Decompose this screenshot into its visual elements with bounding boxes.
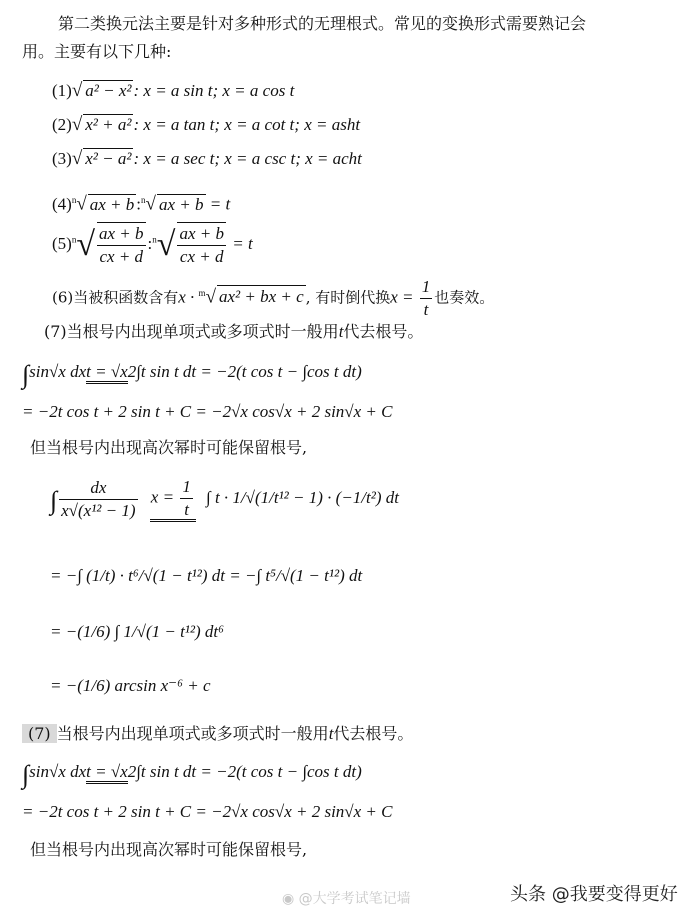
note-first: 但当根号内出现高次幂时可能保留根号, [30,438,308,457]
equation-2-second: = −2t cos t + 2 sin t + C = −2√x cos√x + 2 sin√x + C [22,802,393,821]
integral-main: ∫ $\frac{dx}{\text{x√(x¹² − 1)}}$ x = $\frac{1}{t}$ ∫ t · 1/√(1/t¹² − 1) · (−1/t²) dt [50,476,399,522]
item-6: (6)当被积函数含有x · $^m$√ ax² + bx + c , 有时倒代换x = $\frac{1}{t}$ 也奏效。 [52,277,495,319]
equation-1-second: ∫sin√x dxt = √x2∫t sin t dt = −2(t cos t − ∫cos t dt) [22,760,362,789]
intro-line-1: 第二类换元法主要是针对多种形式的无理根式。常见的变换形式需要熟记会 [58,14,587,33]
item-1: (1)√ a² − x² : x = a sin t; x = a cos t [52,80,295,101]
item-4: $(4)^n√$ ax + b :$^n$√ ax + b = t [52,193,231,215]
integral-step-2: = −∫ (1/t) · t⁶/√(1 − t¹²) dt = −∫ t⁵/√(1 − t¹²) dt [50,566,363,585]
weibo-icon: ◉ [282,891,299,907]
integral-step-3: = −(1/6) ∫ 1/√(1 − t¹²) dt⁶ [50,622,225,641]
note-second: 但当根号内出现高次幂时可能保留根号, [30,840,308,859]
rule-7-second: (7) 当根号内出现单项式或多项式时一般用t代去根号。 [22,724,413,744]
item-2: (2)√ x² + a² : x = a tan t; x = a cot t; x = asht [52,114,361,135]
item-5: $(5)^n√$ $\frac{ax + b}{cx + d}$ :$^n$√ $\frac{ax + b}{cx + d}$ = t [52,224,253,266]
rule-7-first: (7)当根号内出现单项式或多项式时一般用t代去根号。 [44,322,424,341]
item-3: (3)√ x² − a² : x = a sec t; x = a csc t; x = acht [52,148,362,169]
integral-step-4: = −(1/6) arcsin x⁻⁶ + c [50,676,211,695]
equation-1-first: ∫sin√x dxt = √x2∫t sin t dt = −2(t cos t − ∫cos t dt) [22,360,362,389]
toutiao-watermark: 头条 @我要变得更好 [510,884,678,905]
weibo-watermark: ◉ @大学考试笔记墙 [282,891,411,907]
equation-2-first: = −2t cos t + 2 sin t + C = −2√x cos√x + 2 sin√x + C [22,402,393,421]
intro-line-2: 用。主要有以下几种: [22,42,172,61]
